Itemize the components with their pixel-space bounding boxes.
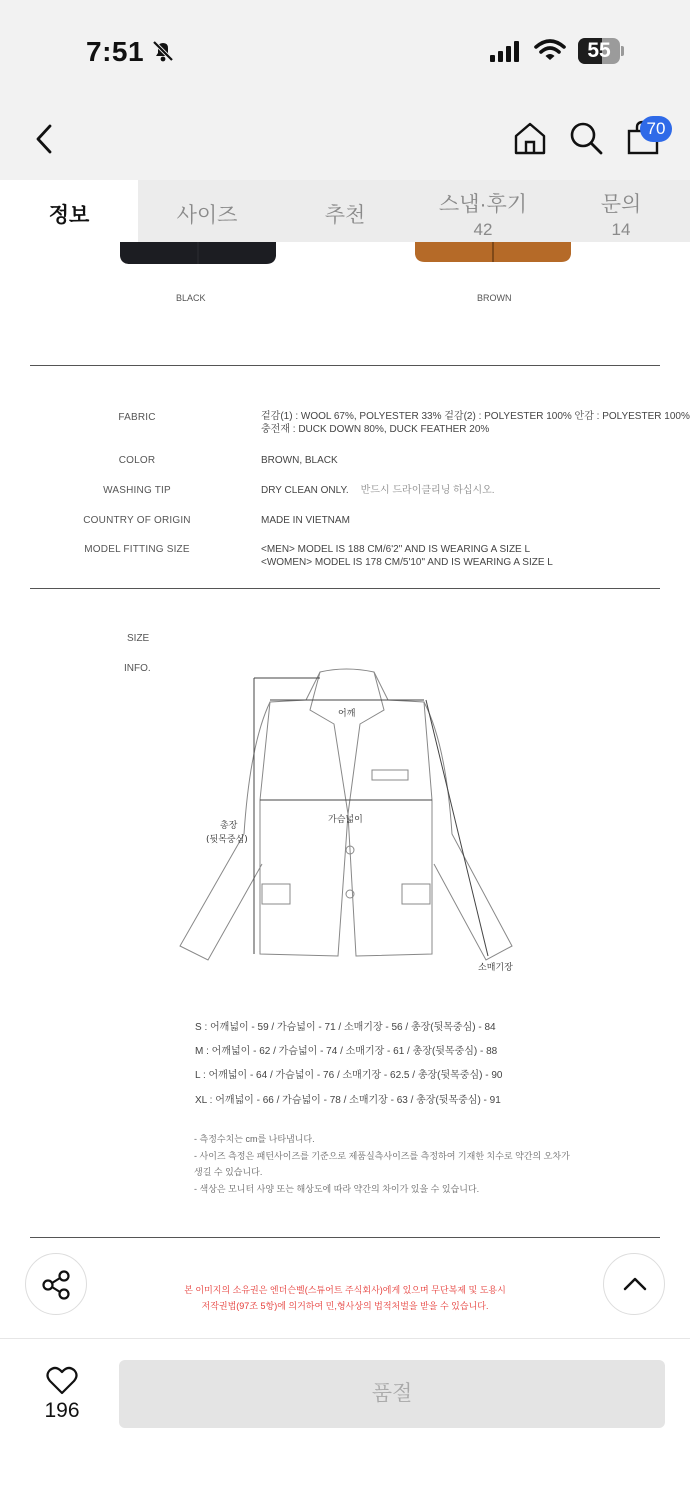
- status-bar: [0, 0, 690, 100]
- spec-value: [261, 543, 553, 569]
- bottom-action-bar: [0, 1338, 690, 1500]
- size-note: - 사이즈 측정은 패턴사이즈를 기준으로 제품실측사이즈를 측정하여 기재한 치수로 약간의 오차가: [194, 1151, 570, 1161]
- back-arrow-icon[interactable]: [30, 122, 58, 156]
- spec-label: WASHING TIP: [103, 485, 171, 496]
- tab-recommend[interactable]: [276, 180, 414, 242]
- spec-value-line: <MEN> MODEL IS 188 CM/6'2" AND IS WEARING A SIZE L: [261, 544, 531, 555]
- spec-value-line: <WOMEN> MODEL IS 178 CM/5'10" AND IS WEARING A SIZE L: [261, 557, 553, 568]
- spec-label: FABRIC: [118, 412, 156, 423]
- clock: 7:51: [86, 36, 145, 67]
- sold-out-button[interactable]: 품절: [119, 1360, 665, 1428]
- shoulder-label: 어깨: [338, 709, 356, 719]
- divider: [30, 588, 660, 589]
- size-row: M : 어깨넓이 - 62 / 가슴넓이 - 74 / 소매기장 - 61 / 총장(뒷목중심) - 88: [195, 1046, 498, 1057]
- length-label: 총장: [220, 821, 238, 831]
- size-row: S : 어깨넓이 - 59 / 가슴넓이 - 71 / 소매기장 - 56 / 총장(뒷목중심) - 84: [195, 1022, 496, 1033]
- sleeve-label: 소매기장: [478, 963, 513, 973]
- chevron-up-icon: [619, 1269, 651, 1301]
- cart-count-badge: 70: [640, 116, 672, 142]
- size-note: - 색상은 모니터 사양 또는 해상도에 따라 약간의 차이가 있을 수 있습니다.: [194, 1184, 480, 1194]
- tab-info[interactable]: [0, 180, 138, 242]
- search-icon[interactable]: [568, 120, 604, 156]
- tab-label: 문의: [600, 193, 642, 216]
- size-info-title: SIZE: [127, 633, 150, 644]
- cellular-signal-icon: [490, 40, 522, 62]
- scroll-to-top-button[interactable]: [603, 1253, 665, 1315]
- copyright-notice: 저작권법(97조 5항)에 의거하여 민,형사상의 법적처벌을 받을 수 있습니다.: [201, 1301, 489, 1311]
- size-row: XL : 어깨넓이 - 66 / 가슴넓이 - 78 / 소매기장 - 63 / 총장(뒷목중심) - 91: [195, 1095, 501, 1106]
- spec-value: [261, 410, 690, 436]
- size-note: - 측정수치는 cm를 나타냅니다.: [194, 1134, 315, 1144]
- spec-label: COUNTRY OF ORIGIN: [83, 515, 191, 526]
- spec-note: 반드시 드라이클리닝 하십시오.: [360, 485, 495, 496]
- spec-value-text: DRY CLEAN ONLY.: [261, 485, 349, 496]
- spec-value: BROWN, BLACK: [261, 455, 338, 466]
- like-count: 196: [44, 1399, 80, 1422]
- spec-value-line: 겉감(1) : WOOL 67%, POLYESTER 33% 겉감(2) : POLYESTER 100% 안감 : POLYESTER 100%: [261, 411, 690, 422]
- size-row: L : 어깨넓이 - 64 / 가슴넓이 - 76 / 소매기장 - 62.5 / 총장(뒷목중심) - 90: [195, 1070, 503, 1081]
- color-caption-black: BLACK: [176, 293, 206, 303]
- black-jacket-image: [118, 242, 278, 268]
- wifi-icon: [534, 38, 566, 62]
- battery-level: 55: [587, 39, 611, 62]
- divider: [30, 1237, 660, 1238]
- size-note: 생길 수 있습니다.: [194, 1167, 263, 1177]
- jacket-measurement-diagram: [170, 664, 530, 984]
- tab-count: 14: [611, 220, 631, 239]
- home-icon[interactable]: [512, 120, 548, 156]
- spec-value-line: 충전재 : DUCK DOWN 80%, DUCK FEATHER 20%: [261, 424, 490, 435]
- top-navigation: [0, 100, 690, 180]
- color-caption-brown: BROWN: [477, 293, 512, 303]
- tab-label: 정보: [48, 204, 90, 227]
- product-tabs: [0, 180, 690, 242]
- share-button[interactable]: [25, 1253, 87, 1315]
- spec-value: [261, 484, 495, 497]
- tab-count: 42: [473, 220, 493, 239]
- divider: [30, 365, 660, 366]
- brown-jacket-image: [413, 242, 573, 268]
- length-label-sub: (뒷목중심): [206, 835, 248, 845]
- size-info-title: INFO.: [124, 663, 151, 674]
- tab-snap-review[interactable]: [414, 180, 552, 242]
- silent-bell-icon: [150, 38, 176, 64]
- chest-label: 가슴넓이: [328, 815, 363, 825]
- share-icon: [41, 1269, 73, 1301]
- spec-label: MODEL FITTING SIZE: [84, 544, 190, 555]
- tab-label: 스냅·후기: [438, 193, 528, 216]
- battery-indicator: [578, 38, 624, 64]
- spec-label: COLOR: [118, 455, 156, 466]
- tab-label: 추천: [324, 204, 366, 227]
- tab-inquiry[interactable]: [552, 180, 690, 242]
- heart-icon[interactable]: [46, 1365, 78, 1395]
- spec-value: MADE IN VIETNAM: [261, 515, 350, 526]
- tab-size[interactable]: [138, 180, 276, 242]
- copyright-notice: 본 이미지의 소유권은 엔더슨벨(스튜어트 주식회사)에게 있으며 무단복제 및 도용시: [184, 1285, 506, 1295]
- tab-label: 사이즈: [176, 204, 238, 227]
